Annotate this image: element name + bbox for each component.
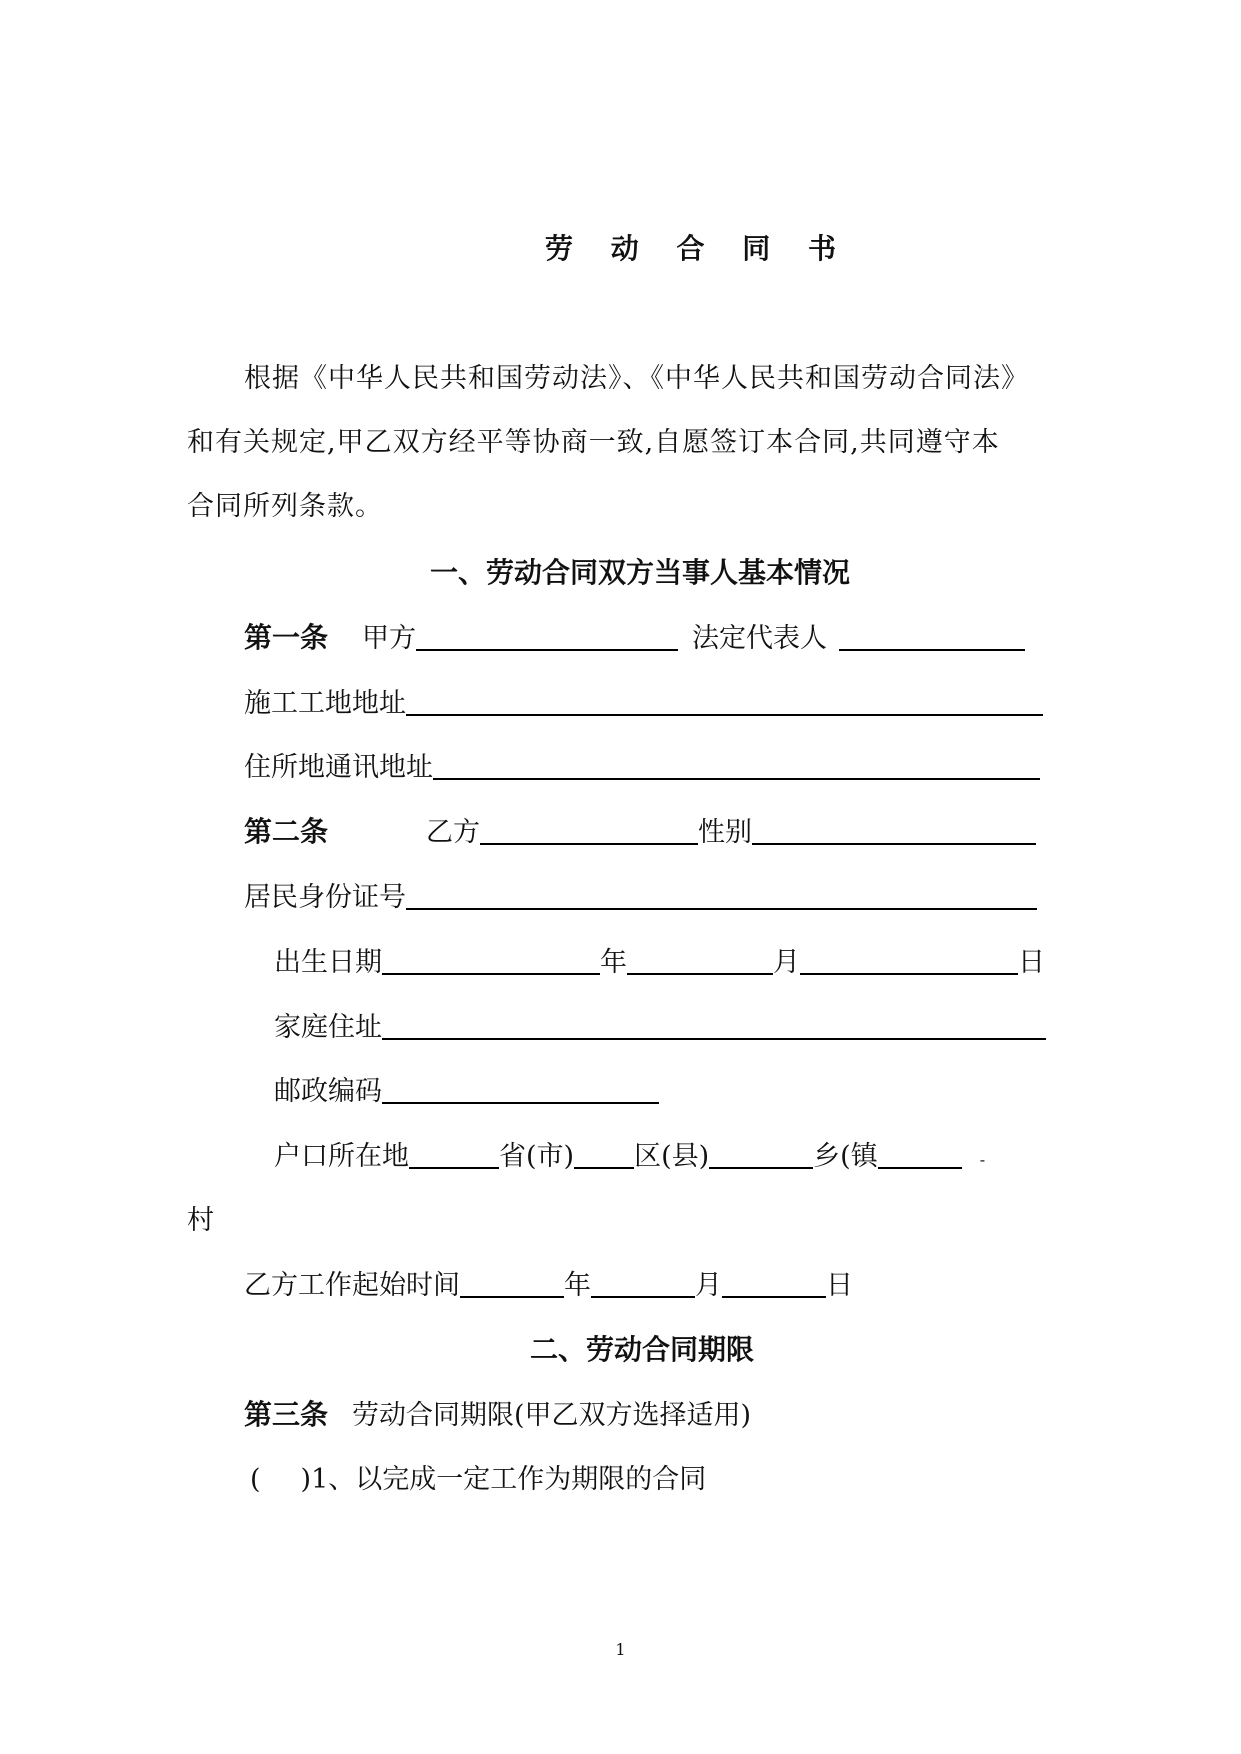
document-title: 劳 动 合 同 书	[545, 232, 850, 265]
intro-line-1: 根据《中华人民共和国劳动法》、《中华人民共和国劳动合同法》	[244, 363, 1029, 394]
intro-line-2: 和有关规定,甲乙双方经平等协商一致,自愿签订本合同,共同遵守本	[187, 427, 1000, 458]
party-b-label: 乙方	[426, 817, 481, 848]
birth-date-label: 出生日期	[274, 947, 382, 978]
start-month-field[interactable]	[591, 1268, 695, 1298]
option-1-text: 1、以完成一定工作为期限的合同	[311, 1464, 707, 1495]
site-address-label: 施工工地地址	[244, 688, 406, 719]
postcode-label: 邮政编码	[274, 1076, 382, 1107]
party-a-label: 甲方	[362, 623, 417, 654]
start-day-field[interactable]	[722, 1268, 826, 1298]
postcode-row	[274, 1074, 659, 1109]
village-label: 村	[187, 1205, 214, 1236]
page-number: 1	[615, 1640, 626, 1659]
mail-address-row	[244, 750, 1040, 785]
option-1-paren-close: )	[300, 1464, 312, 1495]
party-a-field[interactable]	[416, 621, 678, 651]
start-time-label: 乙方工作起始时间	[244, 1270, 460, 1301]
hukou-village-field[interactable]	[878, 1139, 962, 1169]
mail-address-label: 住所地通讯地址	[244, 752, 433, 783]
birth-day-label: 日	[1018, 947, 1045, 978]
home-address-field[interactable]	[382, 1010, 1046, 1040]
hukou-province-field[interactable]	[409, 1139, 499, 1169]
intro-line-3: 合同所列条款。	[187, 491, 383, 522]
site-address-row	[244, 686, 1043, 721]
start-day-label: 日	[826, 1270, 853, 1301]
id-number-row	[244, 880, 1037, 915]
start-time-row	[244, 1268, 853, 1303]
mail-address-field[interactable]	[433, 750, 1040, 780]
hukou-row	[274, 1139, 985, 1177]
party-b-field[interactable]	[480, 815, 698, 845]
option-1-row[interactable]	[250, 1463, 706, 1497]
gender-field[interactable]	[752, 815, 1036, 845]
birth-month-label: 月	[773, 947, 800, 978]
home-address-row	[274, 1010, 1046, 1045]
article-3-text: 劳动合同期限(甲乙双方选择适用)	[352, 1400, 752, 1431]
section-1-heading: 一、劳动合同双方当事人基本情况	[430, 556, 851, 589]
district-label: 区(县)	[634, 1141, 710, 1172]
gender-label: 性别	[698, 817, 753, 848]
article-2-label: 第二条	[244, 815, 329, 848]
option-1-paren-open: (	[250, 1464, 261, 1495]
article-1-label: 第一条	[244, 621, 329, 654]
birth-month-field[interactable]	[627, 945, 773, 975]
start-month-label: 月	[695, 1270, 722, 1301]
province-label: 省(市)	[499, 1141, 575, 1172]
site-address-field[interactable]	[406, 686, 1043, 716]
hukou-label: 户口所在地	[274, 1141, 409, 1172]
article-3-label: 第三条	[244, 1398, 329, 1431]
section-2-heading: 二、劳动合同期限	[530, 1333, 755, 1366]
hukou-district-field[interactable]	[574, 1139, 634, 1169]
legal-rep-label: 法定代表人	[692, 623, 828, 654]
township-label: 乡(镇	[813, 1141, 878, 1172]
start-year-label: 年	[564, 1270, 591, 1301]
birth-year-label: 年	[600, 947, 627, 978]
article-3-row	[244, 1398, 751, 1433]
hukou-dash: -	[979, 1150, 986, 1169]
birth-year-field[interactable]	[382, 945, 600, 975]
birth-date-row	[274, 945, 1045, 980]
home-address-label: 家庭住址	[274, 1012, 382, 1043]
article-2-row	[244, 815, 1036, 850]
legal-rep-field[interactable]	[839, 621, 1025, 651]
id-number-label: 居民身份证号	[244, 882, 406, 913]
birth-day-field[interactable]	[800, 945, 1018, 975]
article-1-row	[244, 621, 1025, 656]
hukou-township-field[interactable]	[709, 1139, 813, 1169]
start-year-field[interactable]	[460, 1268, 564, 1298]
postcode-field[interactable]	[382, 1074, 659, 1104]
id-number-field[interactable]	[406, 880, 1037, 910]
